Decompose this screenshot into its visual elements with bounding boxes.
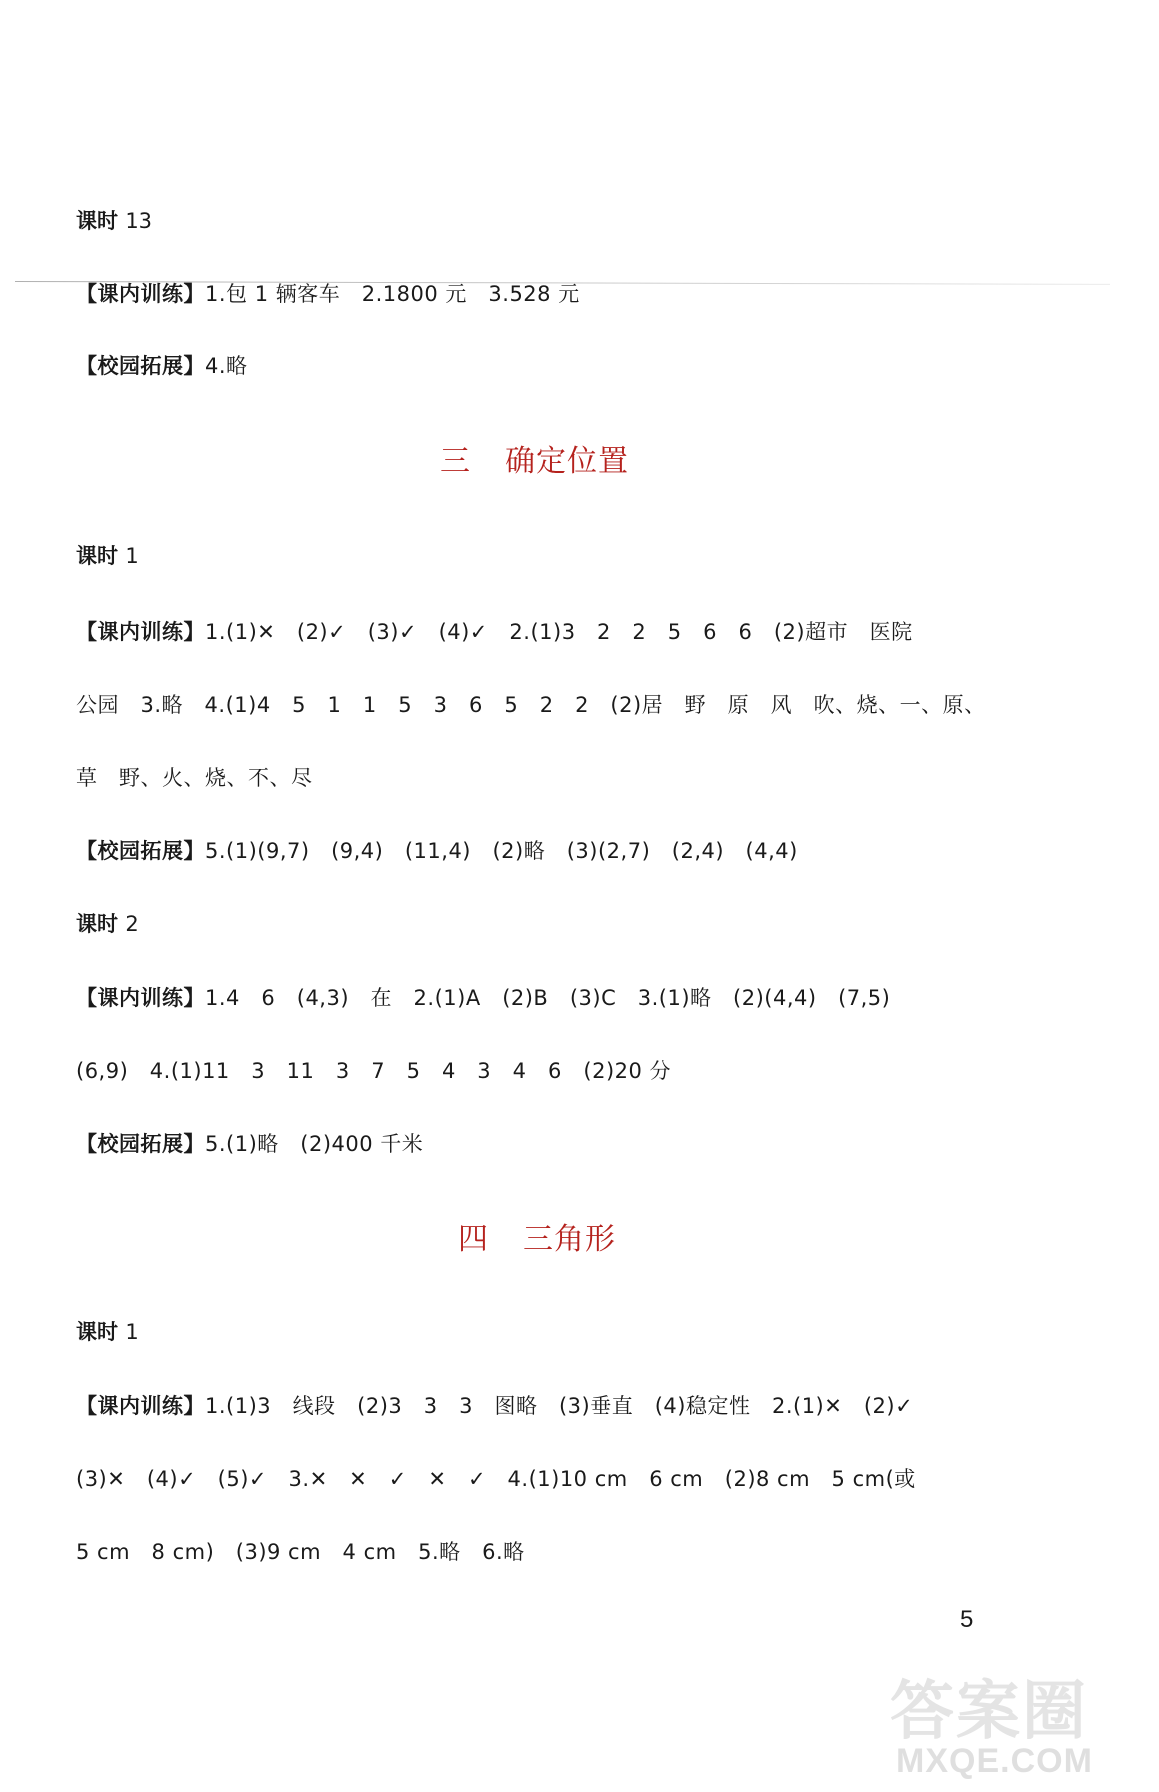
answer-text: 1.(1)3 线段 (2)3 3 3 图略 (3)垂直 (4)稳定性 2.(1)✕ (2)✓	[205, 1394, 914, 1418]
lesson-number: 2	[125, 912, 139, 936]
watermark-logo	[890, 1660, 1152, 1785]
in-class-tag: 【课内训练】	[76, 620, 205, 644]
answer-text: 5.(1)(9,7) (9,4) (11,4) (2)略 (3)(2,7) (2,4) (4,4)	[205, 839, 798, 863]
ch4-l1-in-class-line-2	[76, 1464, 916, 1494]
answer-text: 5 cm 8 cm) (3)9 cm 4 cm 5.略 6.略	[76, 1540, 525, 1564]
lesson-13-heading	[76, 206, 152, 236]
answer-text: 5.(1)略 (2)400 千米	[205, 1132, 424, 1156]
chapter-title: 确定位置	[505, 444, 629, 479]
answer-text: 1.(1)✕ (2)✓ (3)✓ (4)✓ 2.(1)3 2 2 5 6 6 (2)超市 医院	[205, 620, 913, 644]
ch3-l1-campus-answers	[76, 836, 798, 866]
page-number: 5	[960, 1606, 974, 1633]
lesson-label: 课时	[76, 209, 118, 233]
ch4-l1-in-class-line-1	[76, 1391, 913, 1421]
in-class-tag: 【课内训练】	[76, 986, 205, 1010]
ch4-l1-in-class-line-3	[76, 1537, 525, 1567]
answer-text: 草 野、火、烧、不、尽	[76, 766, 313, 790]
in-class-tag: 【课内训练】	[76, 282, 205, 306]
ch3-lesson-1-heading	[76, 541, 139, 571]
lesson-13-campus-answers	[76, 351, 248, 381]
chapter-number: 四	[458, 1222, 489, 1257]
lesson-label: 课时	[76, 912, 118, 936]
lesson-number: 1	[125, 1320, 139, 1344]
answer-text: (6,9) 4.(1)11 3 11 3 7 5 4 3 4 6 (2)20 分	[76, 1059, 672, 1083]
ch4-lesson-1-heading	[76, 1317, 139, 1347]
chapter-number: 三	[440, 444, 471, 479]
chapter-3-heading	[440, 442, 629, 482]
lesson-number: 1	[125, 544, 139, 568]
lesson-13-in-class-answers	[76, 279, 580, 309]
campus-tag: 【校园拓展】	[76, 839, 205, 863]
chapter-title: 三角形	[523, 1222, 616, 1257]
lesson-label: 课时	[76, 544, 118, 568]
campus-tag: 【校园拓展】	[76, 1132, 205, 1156]
ch3-l2-in-class-line-2	[76, 1056, 671, 1086]
answer-text: 4.略	[205, 354, 248, 378]
answer-text: 1.4 6 (4,3) 在 2.(1)A (2)B (3)C 3.(1)略 (2)(4,4) (7,5)	[205, 986, 891, 1010]
answer-text: 公园 3.略 4.(1)4 5 1 1 5 3 6 5 2 2 (2)居 野 原 风 吹、烧、一、原、	[76, 693, 986, 717]
lesson-label: 课时	[76, 1320, 118, 1344]
ch3-l2-campus-answers	[76, 1129, 423, 1159]
lesson-number: 13	[125, 209, 153, 233]
in-class-tag: 【课内训练】	[76, 1394, 205, 1418]
ch3-l1-in-class-line-2	[76, 690, 986, 720]
ch3-l1-in-class-line-1	[76, 617, 913, 647]
ch3-l2-in-class-line-1	[76, 983, 890, 1013]
chapter-4-heading	[458, 1220, 616, 1260]
campus-tag: 【校园拓展】	[76, 354, 205, 378]
ch3-lesson-2-heading	[76, 909, 139, 939]
watermark-text: 答案圈	[890, 1675, 1088, 1749]
watermark-url: MXQE.COM	[896, 1742, 1093, 1780]
answer-text: (3)✕ (4)✓ (5)✓ 3.✕ ✕ ✓ ✕ ✓ 4.(1)10 cm 6 cm (2)8 cm 5 cm(或	[76, 1467, 916, 1491]
ch3-l1-in-class-line-3	[76, 763, 313, 793]
answer-text: 1.包 1 辆客车 2.1800 元 3.528 元	[205, 282, 580, 306]
